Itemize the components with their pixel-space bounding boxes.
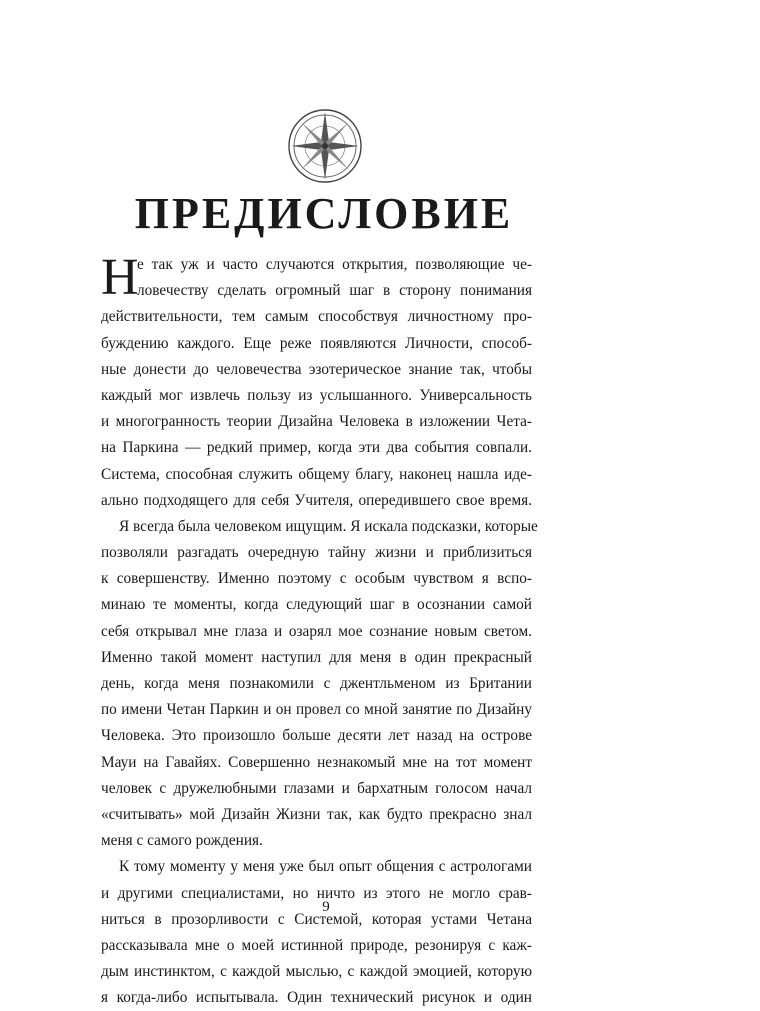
text-line: ниться в прозорливости с Системой, которая устами Четана	[101, 910, 532, 928]
text-line: Человека. Это произошло больше десяти лет назад на острове	[101, 727, 532, 745]
text-line: Система, способная служить общему благу, наконец нашла иде-	[101, 465, 532, 483]
text-line: Именно такой момент наступил для меня в один прекрасный	[101, 648, 532, 666]
text-line: ально подходящего для себя Учителя, опередившего свое время.	[101, 491, 532, 509]
text-line: себя открывал мне глаза и озарял мое сознание новым светом.	[101, 622, 532, 640]
text-line: буждению каждого. Еще реже появляются Личности, способ-	[101, 334, 532, 352]
text-line: дым инстинктом, с каждой мыслью, с каждой эмоцией, которую	[101, 963, 532, 981]
text-line: минаю те моменты, когда следующий шаг в осознании самой	[101, 596, 532, 614]
drop-cap: Н	[101, 249, 139, 306]
text-line: Мауи на Гавайях. Совершенно незнакомый мне на тот момент	[101, 753, 532, 771]
page-number: 9	[322, 899, 330, 915]
text-line: человек с дружелюбными глазами и бархатным голосом начал	[101, 779, 532, 797]
text-line: е так уж и часто случаются открытия, позволяющие че-	[137, 256, 532, 273]
text-line: и другими специалистами, но ничто из этого не могло срав-	[101, 884, 532, 902]
text-line: на Паркина — редкий пример, когда эти два события совпали.	[101, 439, 532, 457]
text-line: по имени Четан Паркин и он провел со мной занятие по Дизайну	[101, 701, 532, 719]
text-line: действительности, тем самым способствуя личностному про-	[101, 308, 532, 326]
text-line: ловечеству сделать огромный шаг в сторону понимания	[137, 282, 532, 300]
text-line: «считывать» мой Дизайн Жизни так, как будто прекрасно знал	[101, 805, 532, 823]
text-line: и многогранность теории Дизайна Человека в изложении Чета-	[101, 413, 532, 431]
text-line: день, когда меня познакомили с джентльменом из Британии	[101, 675, 532, 692]
chapter-title: ПРЕДИСЛОВИЕ	[134, 189, 514, 238]
body-text	[101, 249, 538, 1011]
text-line: к совершенству. Именно поэтому с особым чувством я вспо-	[101, 570, 532, 588]
text-line: ные донести до человечества эзотерическое знание так, чтобы	[101, 360, 532, 378]
text-line: позволяли разгадать очередную тайну жизни и приблизиться	[101, 544, 532, 562]
text-line: каждый мог извлечь пользу из услышанного. Универсальность	[101, 386, 532, 404]
text-line: я когда-либо испытывала. Один технический рисунок и один	[101, 989, 532, 1007]
text-line: рассказывала мне о моей истинной природе, резонируя с каж-	[101, 936, 532, 954]
text-line: меня с самого рождения.	[101, 832, 263, 850]
compass-rose-icon	[287, 108, 363, 184]
text-line: К тому моменту у меня уже был опыт общения с астрологами	[119, 858, 532, 876]
text-line: Я всегда была человеком ищущим. Я искала подсказки, которые	[119, 517, 538, 535]
